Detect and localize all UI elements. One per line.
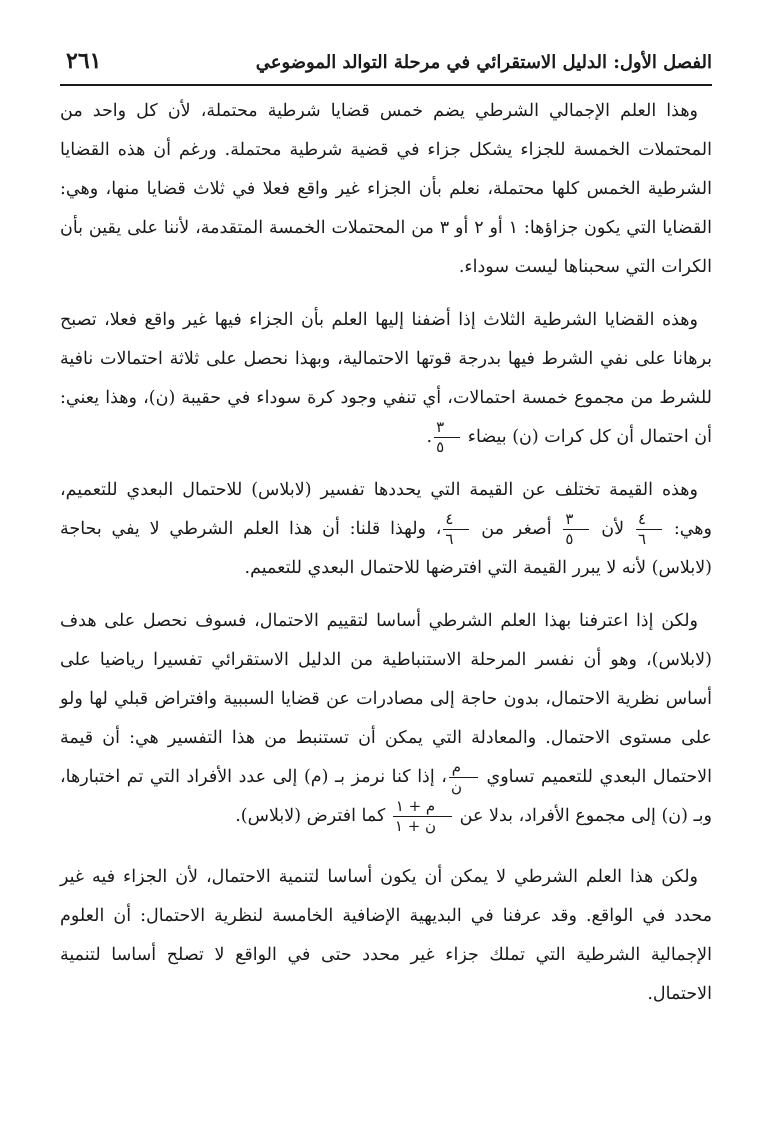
fraction-denominator: ن: [450, 778, 462, 796]
paragraph-3-text-d: ، ولهذا قلنا: أن هذا العلم الشرطي لا يفي بحاجة (لابلاس) لأنه لا يبرر القيمة التي افترضها للاحتمال البعدي للتعميم.: [60, 519, 712, 578]
paragraph-3: [60, 471, 712, 588]
fraction-numerator: م: [451, 758, 462, 776]
paragraph-4: [60, 602, 712, 836]
paragraph-4-text-c: كما افترض (لابلاس).: [235, 806, 386, 826]
paragraph-3-text-b: لأن: [601, 519, 625, 539]
paragraph-4-text-a: ولكن إذا اعترفنا بهذا العلم الشرطي أساسا لتقييم الاحتمال، فسوف نحصل على هدف (لابلاس)، وهو أن نفسر المرحلة الاستنباطية من الدليل الاستقرائي تفسيرا رياضيا على أساس نظرية الاحتمال، بدون حاجة إلى مصادرات عن قضايا السببية وافتراض قبلي لها ولو على مستوى الاحتمال. والمعادلة التي يمكن أن تستنبط من هذا التفسير هي: أن قيمة الاحتمال البعدي للتعميم تساوي: [60, 611, 712, 787]
paragraph-3-text-a: وهذه القيمة تختلف عن القيمة التي يحددها تفسير (لابلاس) للاحتمال البعدي للتعميم، وهي:: [60, 480, 712, 539]
fraction-denominator: ٦: [445, 530, 454, 548]
paragraph-5: [60, 858, 712, 1014]
paragraph-5-text: ولكن هذا العلم الشرطي لا يمكن أن يكون أساسا لتنمية الاحتمال، لأن الجزاء فيه غير محدد في الواقع. وقد عرفنا في البديهية الإضافية الخامسة لنظرية الاحتمال: أن العلوم الإجمالية الشرطية التي تملك جزاء غير محدد حتى في الواقع لا تصلح أساسا لتنمية الاحتمال.: [60, 867, 712, 1004]
fraction-laplace-rule: [393, 799, 452, 834]
paragraph-2-end: .: [426, 427, 433, 447]
fraction-numerator: ٤: [637, 510, 647, 528]
paragraph-3-text-c: أصغر من: [481, 519, 552, 539]
fraction-denominator: ٦: [637, 530, 647, 548]
paragraph-4-text-b: ، إذا كنا نرمز بـ (م) إلى عدد الأفراد التي تم اختبارها، وبـ (ن) إلى مجموع الأفراد، بدلا عن: [60, 767, 712, 826]
fraction-four-sixths: [636, 512, 662, 547]
fraction-numerator: ٣: [436, 418, 445, 436]
fraction-denominator: ٥: [436, 438, 445, 456]
paragraph-2: [60, 301, 712, 457]
fraction-three-fifths: [563, 512, 589, 547]
fraction-numerator: ٤: [445, 510, 454, 528]
page-number: ٢٦١: [66, 48, 102, 74]
paragraph-1: [60, 92, 712, 287]
page-header: [60, 44, 712, 86]
fraction-four-sixths-b: [443, 512, 469, 547]
fraction-denominator: ن + ١: [394, 817, 437, 835]
paragraph-2-text: وهذه القضايا الشرطية الثلاث إذا أضفنا إليها العلم بأن الجزاء فيها غير واقع فعلا، تصبح برهانا على نفي الشرط فيها بدرجة قوتها الاحتمالية، وبهذا نحصل على ثلاثة احتمالات نافية للشرط من مجموع خمسة احتمالات، أي تنفي وجود كرة سوداء في حقيبة (ن)، وهذا يعني: أن احتمال أن كل كرات (ن) بيضاء: [60, 310, 712, 447]
fraction-denominator: ٥: [565, 530, 574, 548]
fraction-three-fifths: [434, 420, 460, 455]
fraction-m-over-n: [449, 760, 478, 795]
fraction-numerator: م + ١: [395, 797, 436, 815]
page-body: [60, 92, 712, 1028]
fraction-numerator: ٣: [565, 510, 574, 528]
paragraph-1-text: وهذا العلم الإجمالي الشرطي يضم خمس قضايا شرطية محتملة، لأن كل واحد من المحتملات الخمسة للجزاء يشكل جزاء في قضية شرطية محتملة. ورغم أن هذه القضايا الشرطية الخمس كلها محتملة، نعلم بأن الجزاء غير واقع فعلا في ثلاث قضايا منها، وهي: القضايا التي يكون جزاؤها: ١ أو ٢ أو ٣ من المحتملات الخمسة المتقدمة، لأننا على يقين بأن الكرات التي سحبناها ليست سوداء.: [60, 101, 712, 277]
chapter-title: الفصل الأول: الدليل الاستقرائي في مرحلة التوالد الموضوعي: [255, 52, 712, 73]
